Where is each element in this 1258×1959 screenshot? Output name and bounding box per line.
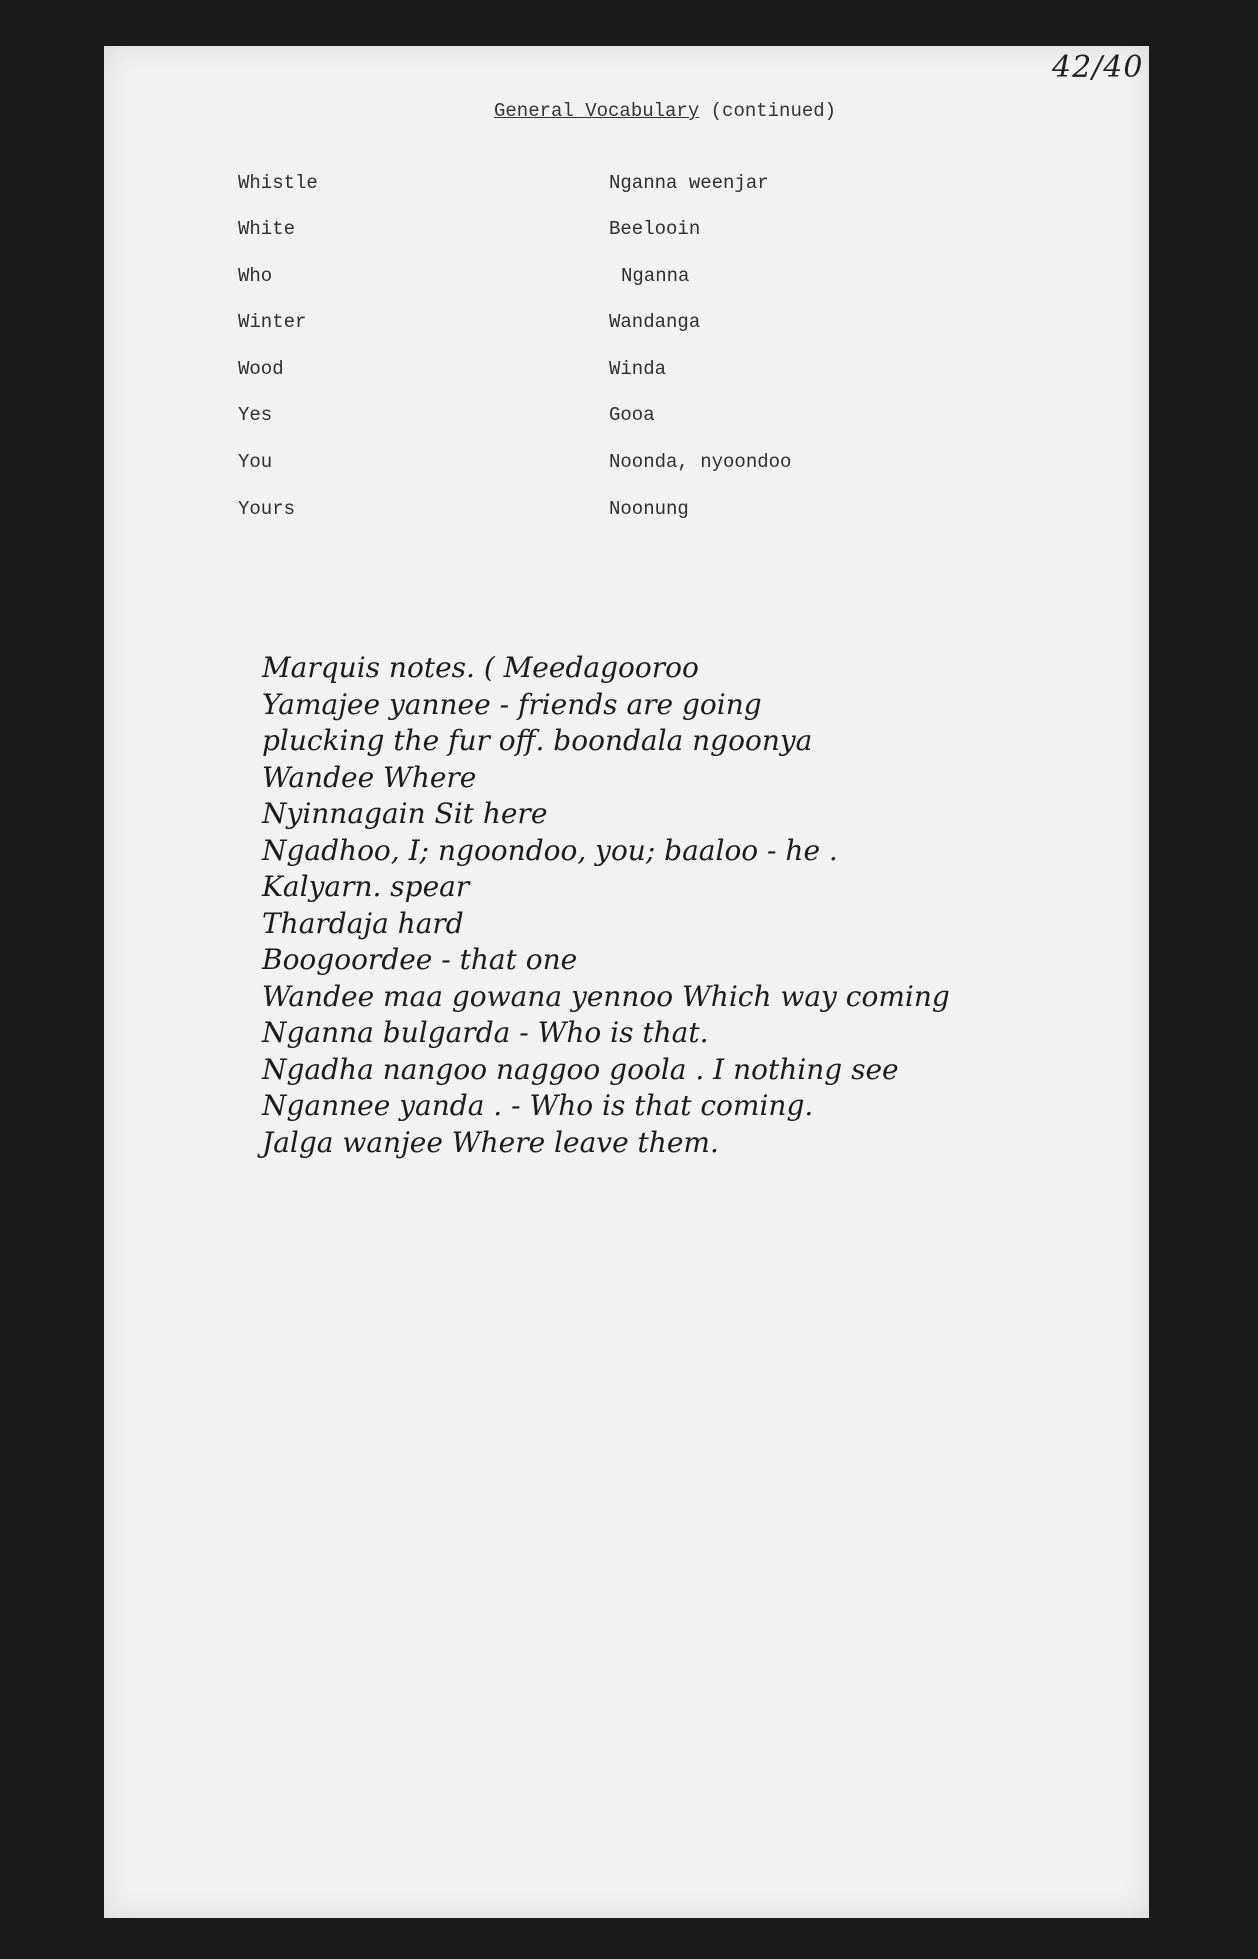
vocab-english: Yours [238,498,296,520]
vocab-english: You [238,451,273,473]
vocab-native: Nganna weenjar [609,172,769,194]
vocab-english: Who [238,265,273,287]
vocab-native: Wandanga [609,311,701,333]
note-line: Kalyarn. spear [262,870,470,903]
vocab-english: White [238,218,296,240]
title-underlined: General Vocabulary [494,100,700,122]
vocab-english: Whistle [238,172,318,194]
vocab-english: Winter [238,311,307,333]
note-line: Ngadha nangoo naggoo goola . I nothing see [262,1052,899,1086]
note-line: Yamajee yannee - friends are going [262,687,762,721]
note-line: Nyinnagain Sit here [262,797,548,830]
vocab-native: Beelooin [609,218,701,240]
vocab-row [238,358,938,384]
vocab-native: Winda [609,358,667,380]
vocab-native: Nganna [621,265,690,287]
page-number: 42/40 [1052,50,1144,85]
note-line: plucking the fur off. boondala ngoonya [262,724,813,757]
note-line: Wandee maa gowana yennoo Which way coming [262,979,950,1013]
note-line: Thardaja hard [262,906,464,940]
note-line: Jalga wanjee Where leave them. [262,1125,719,1159]
note-line: Nganna bulgarda - Who is that. [262,1016,709,1049]
vocab-row [238,311,938,337]
vocab-row [238,218,938,244]
vocab-row [238,172,938,198]
title-continued: (continued) [699,100,837,122]
handwritten-notes [262,650,1122,1161]
vocab-native: Gooa [609,404,655,426]
note-line: Wandee Where [262,760,477,794]
note-line: Boogoordee - that one [262,943,578,976]
vocab-english: Yes [238,404,273,426]
page-title [494,100,836,122]
vocab-row [238,265,938,291]
vocab-row [238,451,938,477]
note-line: Ngannee yanda . - Who is that coming. [262,1089,814,1122]
note-line: Ngadhoo, I; ngoondoo, you; baaloo - he . [262,833,838,867]
vocab-native: Noonung [609,498,689,520]
vocab-native: Noonda, nyoondoo [609,451,792,473]
vocab-row [238,404,938,430]
note-line: Marquis notes. ( Meedagooroo [262,651,699,684]
vocab-row [238,498,938,524]
vocab-english: Wood [238,358,284,380]
